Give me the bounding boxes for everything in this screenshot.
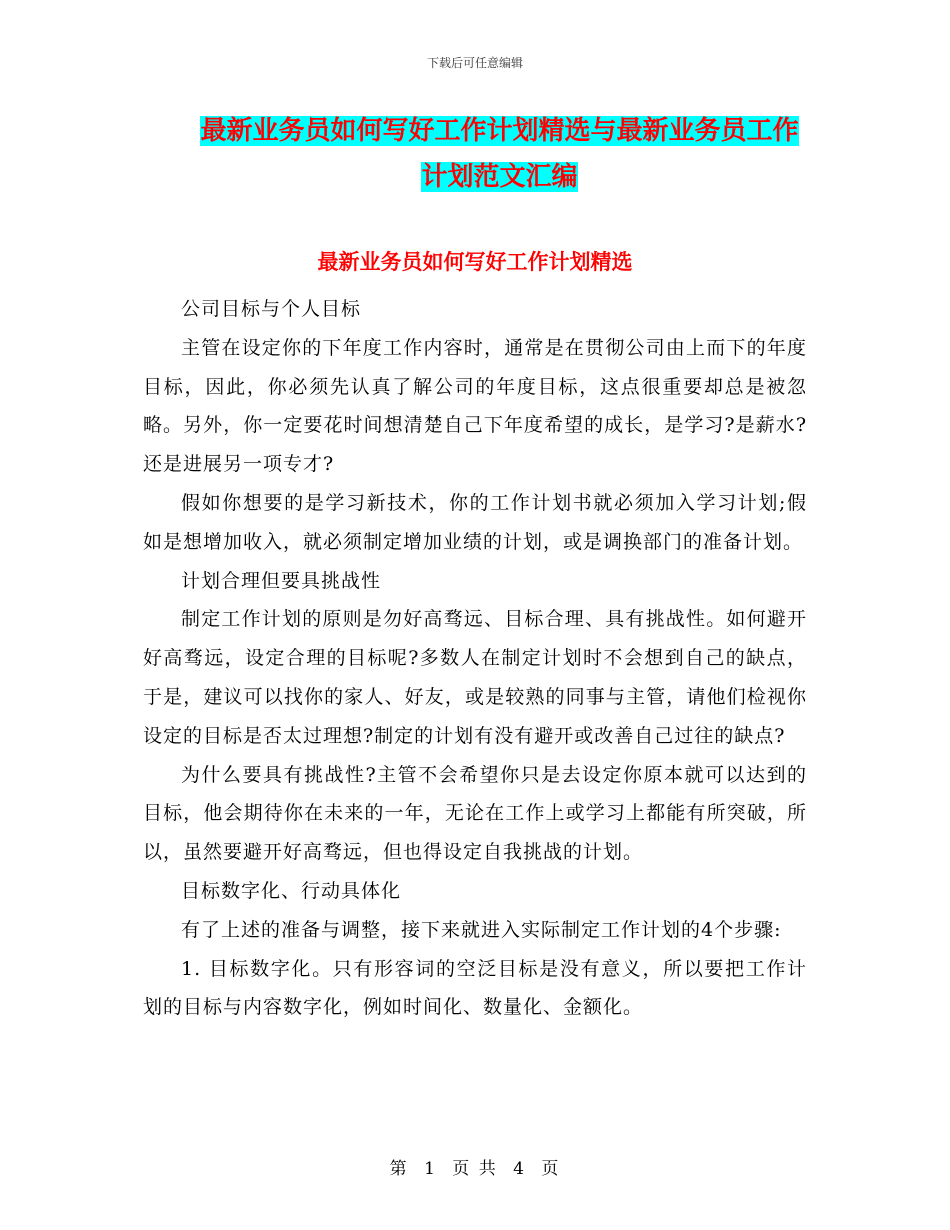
paragraph: 计划合理但要具挑战性 bbox=[181, 569, 382, 592]
body-text bbox=[143, 290, 807, 1027]
section-title: 最新业务员如何写好工作计划精选 bbox=[317, 250, 633, 274]
footer-page-number: 1 bbox=[424, 1159, 437, 1179]
paragraph: 公司目标与个人目标 bbox=[181, 298, 362, 320]
document-title bbox=[192, 108, 807, 200]
title-line-2: 计划范文汇编 bbox=[421, 162, 578, 192]
page-footer bbox=[0, 1154, 950, 1179]
paragraph: 1. 目标数字化。只有形容词的空泛目标是没有意义，所以要把工作计划的目标与内容数字化，例如时间化、数量化、金额化。 bbox=[143, 957, 807, 1019]
paragraph: 目标数字化、行动具体化 bbox=[181, 879, 402, 902]
title-line-1: 最新业务员如何写好工作计划精选与最新业务员工作 bbox=[200, 116, 799, 146]
footer-middle: 页 共 bbox=[452, 1159, 498, 1179]
paragraph: 假如你想要的是学习新技术，你的工作计划书就必须加入学习计划;假如是想增加收入，就必须制定增加业绩的计划，或是调换部门的准备计划。 bbox=[143, 491, 807, 553]
header-note: 下载后可任意编辑 bbox=[426, 56, 523, 70]
footer-prefix: 第 bbox=[389, 1159, 409, 1179]
footer-total-pages: 4 bbox=[513, 1159, 526, 1179]
paragraph: 制定工作计划的原则是勿好高骛远、目标合理、具有挑战性。如何避开好高骛远，设定合理的目标呢?多数人在制定计划时不会想到自己的缺点，于是，建议可以找你的家人、好友，或是较熟的同事与主管，请他们检视你设定的目标是否太过理想?制定的计划有没有避开或改善自己过往的缺点? bbox=[143, 608, 807, 747]
paragraph: 有了上述的准备与调整，接下来就进入实际制定工作计划的4个步骤: bbox=[181, 918, 782, 941]
paragraph: 为什么要具有挑战性?主管不会希望你只是去设定你原本就可以达到的目标，他会期待你在未来的一年，无论在工作上或学习上都能有所突破，所以，虽然要避开好高骛远，但也得设定自我挑战的计划。 bbox=[143, 763, 807, 864]
paragraph: 主管在设定你的下年度工作内容时，通常是在贯彻公司由上而下的年度目标，因此，你必须先认真了解公司的年度目标，这点很重要却总是被忽略。另外，你一定要花时间想清楚自己下年度希望的成长，是学习?是薪水?还是进展另一项专才? bbox=[143, 336, 807, 476]
footer-suffix: 页 bbox=[541, 1159, 561, 1179]
